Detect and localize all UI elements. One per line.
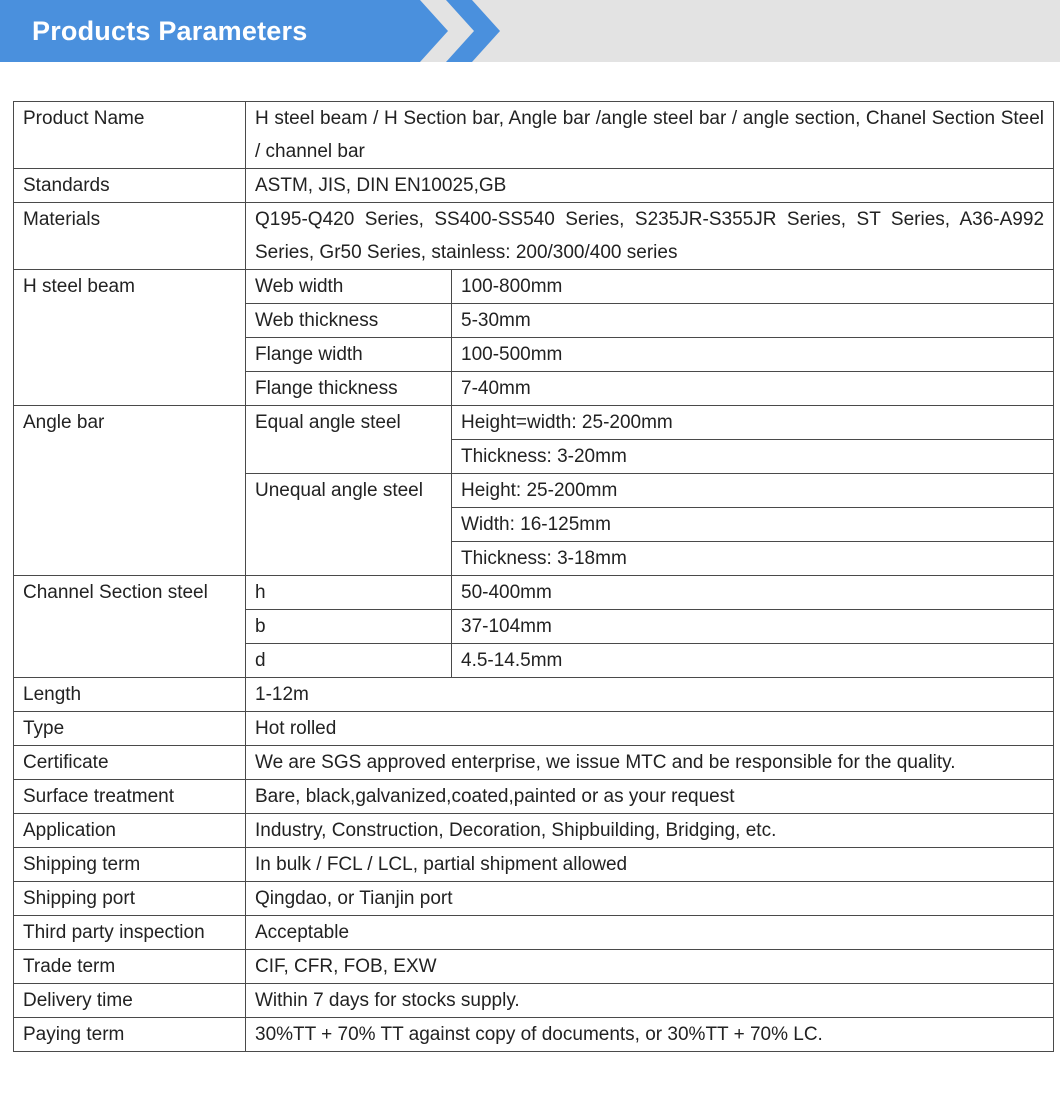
- row-value: 30%TT + 70% TT against copy of documents, or 30%TT + 70% LC.: [246, 1018, 1054, 1052]
- sub-value: Thickness: 3-20mm: [452, 440, 1054, 474]
- table-row: [14, 780, 1054, 814]
- row-label: Length: [14, 678, 246, 712]
- table-row: [14, 102, 1054, 169]
- row-label: Angle bar: [14, 406, 246, 576]
- row-label: Application: [14, 814, 246, 848]
- sub-label: Web thickness: [246, 304, 452, 338]
- sub-label: h: [246, 576, 452, 610]
- row-label: Delivery time: [14, 984, 246, 1018]
- sub-value: Width: 16-125mm: [452, 508, 1054, 542]
- row-label: Paying term: [14, 1018, 246, 1052]
- row-label: Surface treatment: [14, 780, 246, 814]
- row-label: Channel Section steel: [14, 576, 246, 678]
- sub-value: 4.5-14.5mm: [452, 644, 1054, 678]
- table-row: [14, 712, 1054, 746]
- sub-value: 37-104mm: [452, 610, 1054, 644]
- row-label: Type: [14, 712, 246, 746]
- page-title: Products Parameters: [32, 16, 308, 46]
- table-row: [14, 950, 1054, 984]
- row-value: Q195-Q420 Series, SS400-SS540 Series, S235JR-S355JR Series, ST Series, A36-A992 Series, Gr50 Series, stainless: 200/300/400 series: [246, 203, 1054, 270]
- parameters-table: [13, 101, 1054, 1052]
- sub-label: Flange width: [246, 338, 452, 372]
- row-value: Industry, Construction, Decoration, Shipbuilding, Bridging, etc.: [246, 814, 1054, 848]
- sub-value: Height=width: 25-200mm: [452, 406, 1054, 440]
- row-value: Acceptable: [246, 916, 1054, 950]
- sub-label: d: [246, 644, 452, 678]
- row-label: Shipping port: [14, 882, 246, 916]
- row-label: Product Name: [14, 102, 246, 169]
- sub-value: 100-800mm: [452, 270, 1054, 304]
- row-label: Third party inspection: [14, 916, 246, 950]
- row-value: ASTM, JIS, DIN EN10025,GB: [246, 169, 1054, 203]
- row-value: Bare, black,galvanized,coated,painted or as your request: [246, 780, 1054, 814]
- table-row: [14, 203, 1054, 270]
- table-row: [14, 814, 1054, 848]
- row-value: 1-12m: [246, 678, 1054, 712]
- row-value: In bulk / FCL / LCL, partial shipment allowed: [246, 848, 1054, 882]
- row-label: Materials: [14, 203, 246, 270]
- sub-value: Thickness: 3-18mm: [452, 542, 1054, 576]
- sub-label: Web width: [246, 270, 452, 304]
- row-label: H steel beam: [14, 270, 246, 406]
- table-row: [14, 848, 1054, 882]
- chevron-right-icon: [446, 0, 500, 62]
- sub-value: 100-500mm: [452, 338, 1054, 372]
- section-header: [0, 0, 1060, 62]
- sub-label: Unequal angle steel: [246, 474, 452, 576]
- row-value: Hot rolled: [246, 712, 1054, 746]
- sub-label: b: [246, 610, 452, 644]
- row-label: Trade term: [14, 950, 246, 984]
- row-value: CIF, CFR, FOB, EXW: [246, 950, 1054, 984]
- row-label: Certificate: [14, 746, 246, 780]
- sub-value: 7-40mm: [452, 372, 1054, 406]
- table-row: [14, 984, 1054, 1018]
- table-row: [14, 270, 1054, 304]
- row-label: Shipping term: [14, 848, 246, 882]
- sub-value: 50-400mm: [452, 576, 1054, 610]
- row-value: Within 7 days for stocks supply.: [246, 984, 1054, 1018]
- table-row: [14, 576, 1054, 610]
- row-label: Standards: [14, 169, 246, 203]
- table-row: [14, 678, 1054, 712]
- sub-label: Flange thickness: [246, 372, 452, 406]
- table-row: [14, 169, 1054, 203]
- table-row: [14, 1018, 1054, 1052]
- sub-label: Equal angle steel: [246, 406, 452, 474]
- table-row: [14, 882, 1054, 916]
- row-value: We are SGS approved enterprise, we issue MTC and be responsible for the quality.: [246, 746, 1054, 780]
- row-value: Qingdao, or Tianjin port: [246, 882, 1054, 916]
- sub-value: 5-30mm: [452, 304, 1054, 338]
- table-row: [14, 406, 1054, 440]
- table-row: [14, 746, 1054, 780]
- table-row: [14, 916, 1054, 950]
- sub-value: Height: 25-200mm: [452, 474, 1054, 508]
- row-value: H steel beam / H Section bar, Angle bar /angle steel bar / angle section, Chanel Section Steel / channel bar: [246, 102, 1054, 169]
